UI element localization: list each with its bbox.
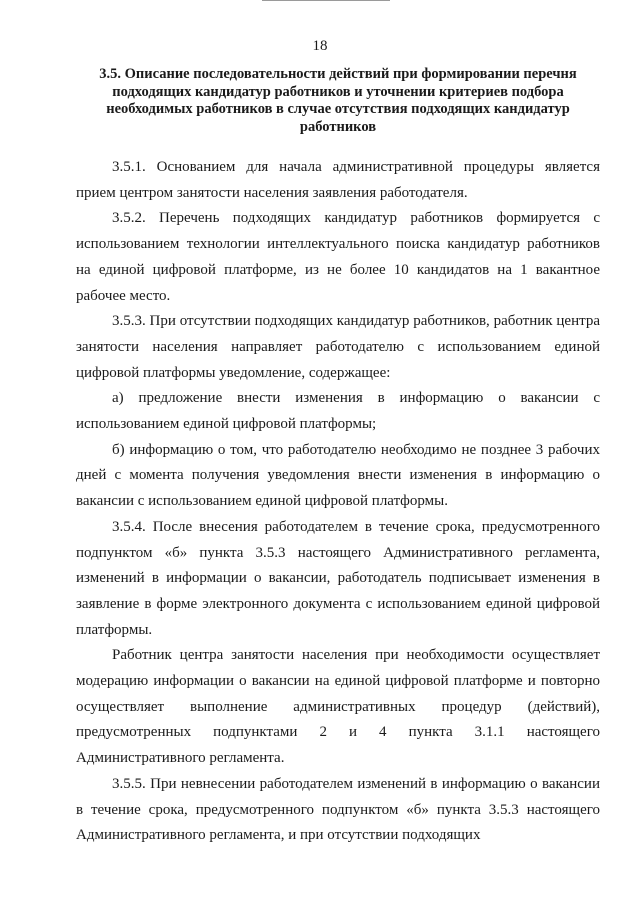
page-number: 18 <box>312 38 328 54</box>
paragraph-3-5-1: 3.5.1. Основанием для начала административной процедуры является прием центром занятости населения заявления работодателя. <box>76 159 600 201</box>
section-heading: 3.5. Описание последовательности действий при формировании перечня подходящих кандидатур работников и уточнении критериев подбора необходимых работников в случае отсутствия подходящих кандидатур работников <box>99 66 577 135</box>
paragraph-item-b: б) информацию о том, что работодателю необходимо не позднее 3 рабочих дней с момента получения уведомления внести изменения в информацию о вакансии с использованием единой цифровой платформы. <box>76 441 600 510</box>
paragraph-3-5-5: 3.5.5. При невнесении работодателем изменений в информацию о вакансии в течение срока, предусмотренного подпунктом «б» пункта 3.5.3 настоящего Административного регламента, и при отсутствии подходящих <box>76 775 600 844</box>
paragraph-3-5-4: 3.5.4. После внесения работодателем в течение срока, предусмотренного подпунктом «б» пункта 3.5.3 настоящего Административного регламента, изменений в информации о вакансии, работодатель подписывает изменения в заявление в форме электронного документа с использованием единой цифровой платформы. <box>76 518 600 638</box>
paragraph-moderation: Работник центра занятости населения при необходимости осуществляет модерацию информации о вакансии на единой цифровой платформе и повторно осуществляет выполнение административных процедур (действий), предусмотренных подпунктами 2 и 4 пункта 3.1.1 настоящего Административного регламента. <box>76 647 600 767</box>
paragraph-3-5-3: 3.5.3. При отсутствии подходящих кандидатур работников, работник центра занятости населения направляет работодателю с использованием единой цифровой платформы уведомление, содержащее: <box>76 313 600 381</box>
document-body <box>76 66 600 849</box>
paragraph-item-a: а) предложение внести изменения в информацию о вакансии с использованием единой цифровой платформы; <box>76 390 600 433</box>
top-rule <box>262 0 390 1</box>
paragraph-3-5-2: 3.5.2. Перечень подходящих кандидатур работников формируется с использованием технологии интеллектуального поиска кандидатур работников на единой цифровой платформе, из не более 10 кандидатов на 1 вакантное рабочее место. <box>76 210 600 304</box>
